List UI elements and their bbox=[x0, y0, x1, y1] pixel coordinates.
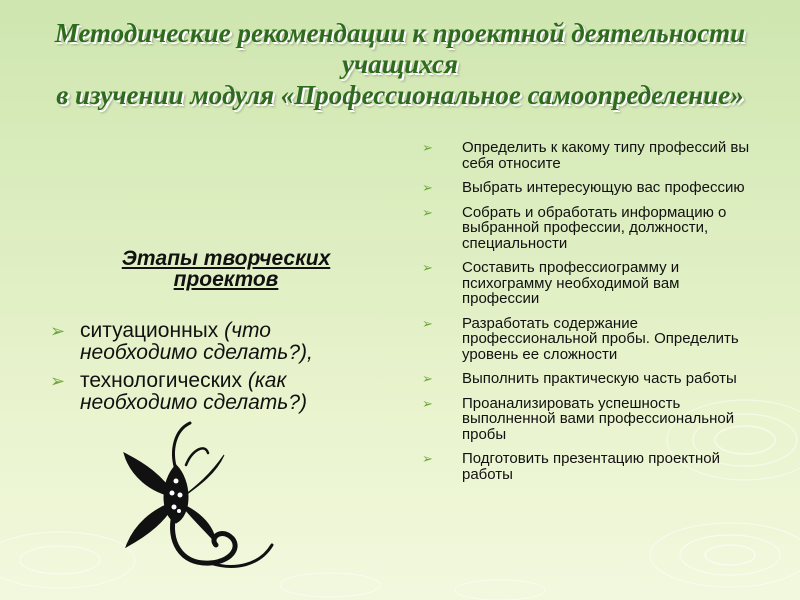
stage-word: ситуационных bbox=[80, 319, 219, 342]
stage-word: технологических bbox=[80, 369, 243, 392]
step-text: Определить к какому типу профессий вы себя относите bbox=[462, 139, 750, 172]
step-text: Подготовить презентацию проектной работы bbox=[462, 450, 720, 483]
arrow-bullet-icon: ➢ bbox=[50, 321, 66, 341]
list-item bbox=[420, 316, 750, 363]
arrow-bullet-icon: ➢ bbox=[422, 180, 433, 195]
list-item bbox=[420, 451, 750, 482]
project-steps-block bbox=[420, 140, 750, 491]
list-item bbox=[420, 140, 750, 171]
title-line-3: в изучении модуля «Профессиональное самоопределение» bbox=[56, 80, 744, 110]
project-stages-block bbox=[40, 248, 370, 420]
stages-heading: Этапы творческих проектов bbox=[121, 247, 331, 291]
stage-note: (как необходимо сделать?) bbox=[80, 369, 307, 414]
arrow-bullet-icon: ➢ bbox=[422, 260, 433, 275]
list-item bbox=[420, 260, 750, 307]
list-item bbox=[420, 180, 750, 196]
arrow-bullet-icon: ➢ bbox=[422, 395, 433, 411]
step-text: Разработать содержание профессиональной пробы. Определить уровень ее сложности bbox=[462, 314, 739, 363]
title-line-1: Методические рекомендации к проектной деятельности bbox=[54, 18, 746, 48]
list-item bbox=[420, 371, 750, 387]
arrow-bullet-icon: ➢ bbox=[50, 371, 66, 391]
arrow-bullet-icon: ➢ bbox=[422, 371, 433, 386]
title-line-2: учащихся bbox=[342, 49, 458, 79]
flower-ornament-icon bbox=[110, 415, 290, 575]
arrow-bullet-icon: ➢ bbox=[422, 315, 433, 331]
arrow-bullet-icon: ➢ bbox=[422, 204, 433, 220]
step-text: Составить профессиограмму и психограмму необходимой вам профессии bbox=[462, 259, 680, 307]
stage-note: (что необходимо сделать?), bbox=[80, 319, 313, 364]
arrow-bullet-icon: ➢ bbox=[422, 451, 433, 466]
list-item bbox=[40, 320, 370, 364]
step-text: Выбрать интересующую вас профессию bbox=[462, 179, 745, 196]
arrow-bullet-icon: ➢ bbox=[422, 140, 433, 155]
stages-list bbox=[40, 320, 370, 414]
step-text: Выполнить практическую часть работы bbox=[462, 370, 737, 387]
step-text: Собрать и обработать информацию о выбранной профессии, должности, специальности bbox=[462, 203, 727, 252]
slide-title bbox=[20, 18, 780, 111]
steps-list bbox=[420, 140, 750, 482]
list-item bbox=[40, 370, 370, 414]
step-text: Проанализировать успешность выполненной вами профессиональной пробы bbox=[462, 394, 735, 443]
list-item bbox=[420, 205, 750, 252]
list-item bbox=[420, 396, 750, 443]
